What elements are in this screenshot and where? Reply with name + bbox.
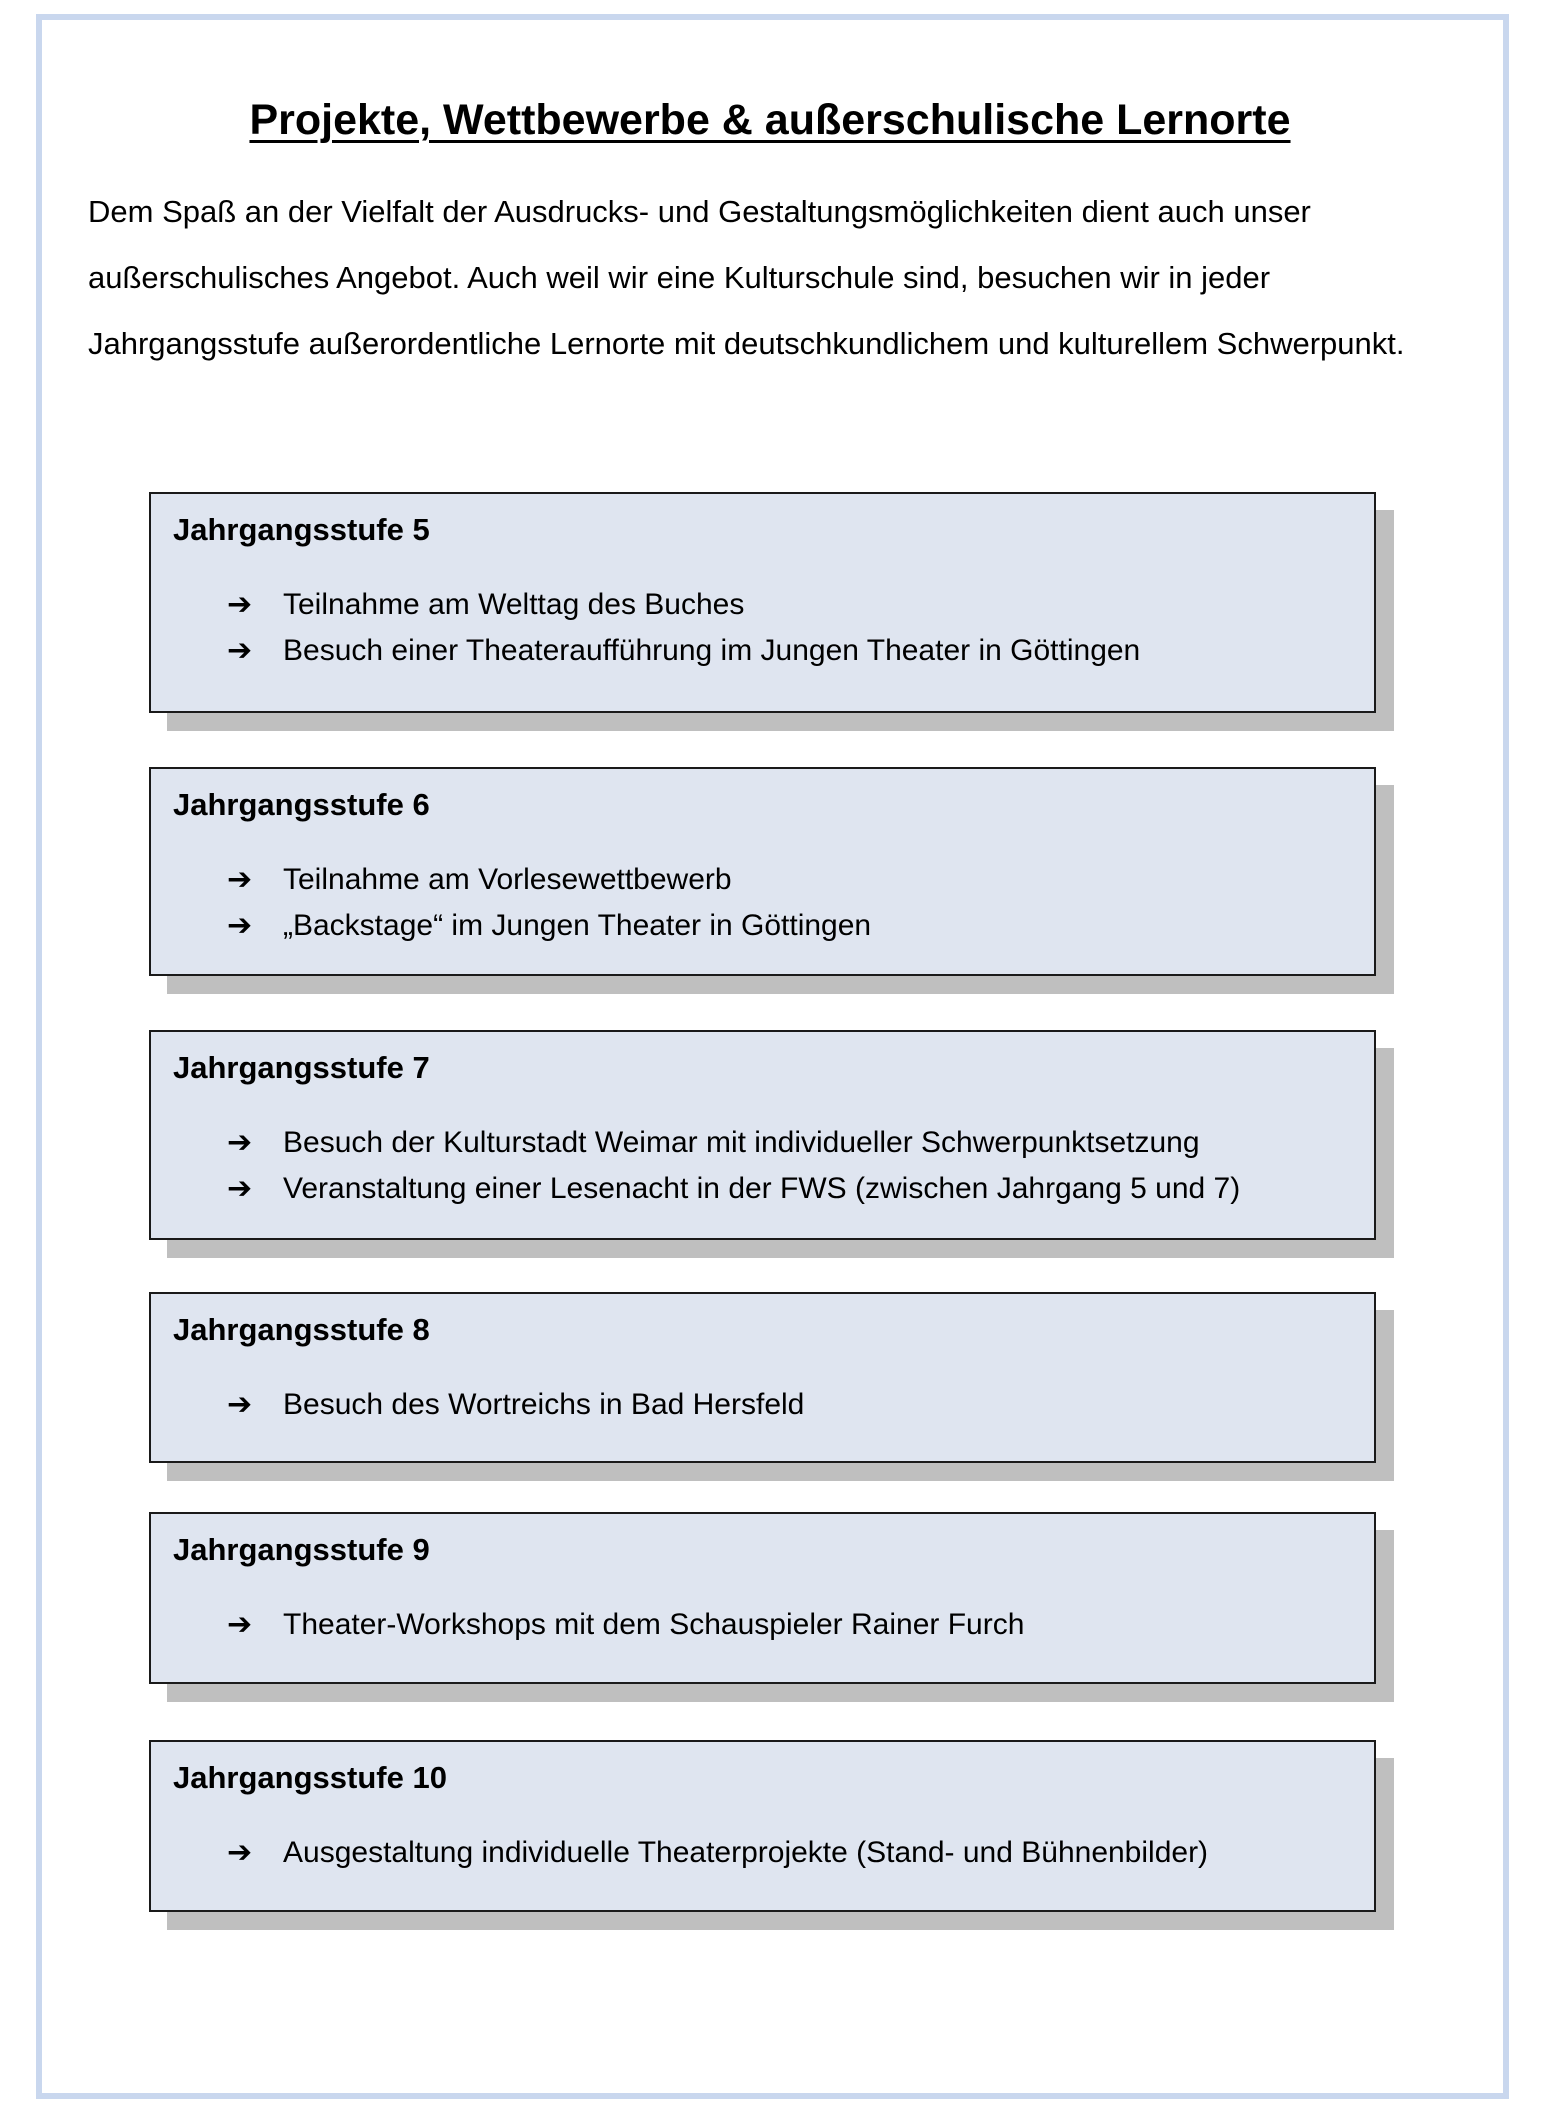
list-item <box>227 628 1140 674</box>
grade-item-list <box>227 1120 1240 1212</box>
list-item-text: Teilnahme am Vorlesewettbewerb <box>283 863 732 896</box>
grade-item-list <box>227 582 1140 674</box>
list-item-text: Besuch einer Theateraufführung im Jungen Theater in Göttingen <box>283 634 1141 667</box>
list-item <box>227 1602 1024 1648</box>
grade-item-list <box>227 857 871 949</box>
list-item-text: Besuch der Kulturstadt Weimar mit individueller Schwerpunktsetzung <box>283 1126 1200 1159</box>
arrow-right-icon: ➔ <box>227 1387 253 1422</box>
grade-item-list <box>227 1382 804 1428</box>
list-item-text: Ausgestaltung individuelle Theaterprojekte (Stand- und Bühnenbilder) <box>283 1836 1209 1869</box>
grade-title: Jahrgangsstufe 8 <box>173 1312 430 1347</box>
grade-box-6 <box>149 767 1376 976</box>
grade-title: Jahrgangsstufe 6 <box>173 787 430 822</box>
list-item <box>227 903 871 949</box>
document-title: Projekte, Wettbewerbe & außerschulische Lernorte <box>249 96 1291 144</box>
list-item <box>227 582 1140 628</box>
arrow-right-icon: ➔ <box>227 1171 253 1206</box>
grade-title: Jahrgangsstufe 7 <box>173 1050 430 1085</box>
arrow-right-icon: ➔ <box>227 633 253 668</box>
grade-item-list <box>227 1602 1024 1648</box>
arrow-right-icon: ➔ <box>227 587 253 622</box>
grade-item-list <box>227 1830 1208 1876</box>
list-item <box>227 1120 1240 1166</box>
grade-box-9 <box>149 1512 1376 1684</box>
arrow-right-icon: ➔ <box>227 1607 253 1642</box>
grade-title: Jahrgangsstufe 5 <box>173 512 430 547</box>
grade-box-5 <box>149 492 1376 713</box>
list-item-text: Veranstaltung einer Lesenacht in der FWS (zwischen Jahrgang 5 und 7) <box>283 1172 1241 1205</box>
grade-title: Jahrgangsstufe 10 <box>173 1760 447 1795</box>
list-item <box>227 1166 1240 1212</box>
arrow-right-icon: ➔ <box>227 1835 253 1870</box>
arrow-right-icon: ➔ <box>227 908 253 943</box>
list-item <box>227 857 871 903</box>
arrow-right-icon: ➔ <box>227 1125 253 1160</box>
grade-box-10 <box>149 1740 1376 1912</box>
grade-box-8 <box>149 1292 1376 1463</box>
list-item-text: „Backstage“ im Jungen Theater in Göttingen <box>283 909 872 942</box>
list-item-text: Besuch des Wortreichs in Bad Hersfeld <box>283 1388 805 1421</box>
list-item <box>227 1830 1208 1876</box>
grade-title: Jahrgangsstufe 9 <box>173 1532 430 1567</box>
arrow-right-icon: ➔ <box>227 862 253 897</box>
intro-paragraph: Dem Spaß an der Vielfalt der Ausdrucks- und Gestaltungsmöglichkeiten dient auch unser außerschulisches Angebot. Auch weil wir eine Kulturschule sind, besuchen wir in jeder Jahrgangsstufe außerordentliche Lernorte mit deutschkundlichem und kulturellem Schwerpunkt. <box>88 194 1405 361</box>
grade-box-7 <box>149 1030 1376 1240</box>
list-item-text: Teilnahme am Welttag des Buches <box>283 588 745 621</box>
list-item <box>227 1382 804 1428</box>
list-item-text: Theater-Workshops mit dem Schauspieler Rainer Furch <box>283 1608 1025 1641</box>
